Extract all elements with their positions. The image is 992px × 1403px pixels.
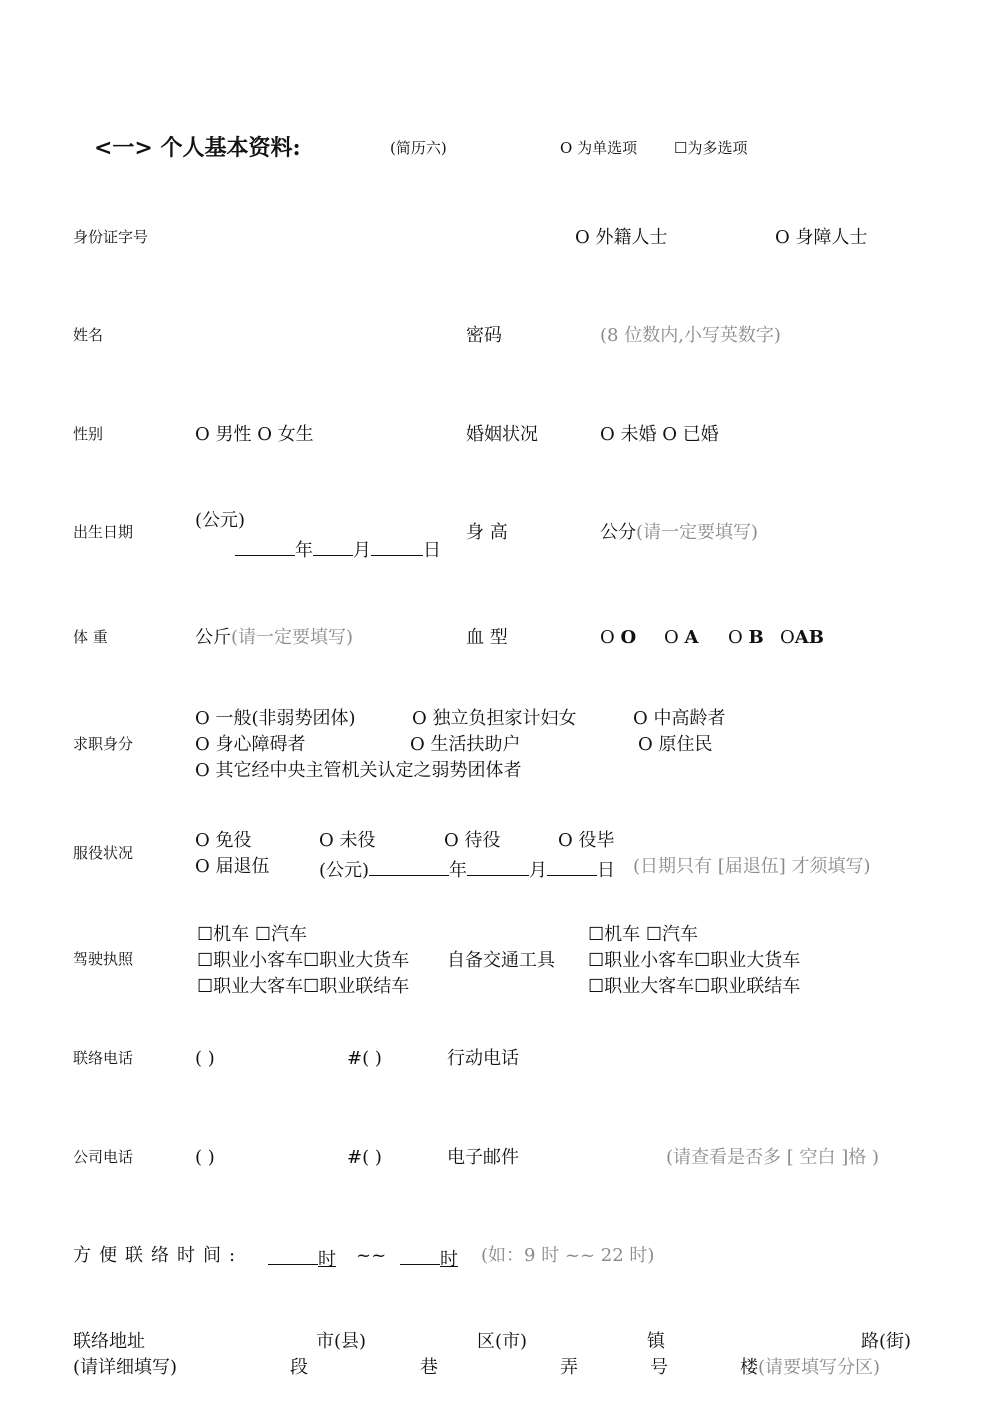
company-extension-field[interactable]: #( ) bbox=[347, 1147, 382, 1168]
military-completed-option[interactable]: O 役毕 bbox=[558, 830, 615, 851]
blood-ab-option[interactable] bbox=[780, 629, 824, 647]
gender-label: 性别 bbox=[73, 425, 104, 443]
retire-month-field[interactable] bbox=[467, 858, 529, 876]
status-aboriginal-option[interactable]: O 原住民 bbox=[638, 734, 713, 755]
retire-era: (公元) bbox=[319, 860, 370, 881]
blood-o-text: O bbox=[620, 627, 637, 648]
address-floor-unit: 楼 bbox=[740, 1357, 758, 1378]
radio-mark: O bbox=[600, 627, 621, 648]
military-exempt-option[interactable]: O 免役 bbox=[195, 830, 252, 851]
password-label: 密码 bbox=[466, 325, 502, 346]
mobile-phone-label: 行动电话 bbox=[447, 1048, 519, 1069]
military-not-served-option[interactable]: O 未役 bbox=[319, 830, 376, 851]
vehicle-professional-small-big-checkboxes[interactable]: ☐职业小客车☐职业大货车 bbox=[588, 950, 801, 971]
birth-date-label: 出生日期 bbox=[73, 523, 134, 541]
driving-license-label: 驾驶执照 bbox=[73, 950, 134, 968]
status-general-option[interactable]: O 一般(非弱势团体) bbox=[195, 708, 356, 729]
weight-field[interactable] bbox=[195, 629, 353, 647]
birth-era: (公元) bbox=[195, 510, 246, 531]
vehicle-motorcycle-car-checkboxes[interactable]: ☐机车 ☐汽车 bbox=[588, 924, 698, 945]
retire-year-unit: 年 bbox=[449, 860, 468, 881]
blood-a-text: A bbox=[684, 627, 699, 648]
contact-time-hint: (如：9 时 ~~ 22 时) bbox=[481, 1245, 655, 1266]
status-other-option[interactable]: O 其它经中央主管机关认定之弱势团体者 bbox=[195, 760, 522, 781]
retire-day-unit: 日 bbox=[597, 860, 616, 881]
address-floor-group[interactable] bbox=[740, 1359, 880, 1377]
multi-choice-legend: ☐为多选项 bbox=[674, 139, 748, 157]
company-area-code-field[interactable]: ( ) bbox=[195, 1147, 215, 1168]
company-phone-label: 公司电话 bbox=[73, 1148, 134, 1166]
retire-date-hint: (日期只有 [届退伍] 才须填写) bbox=[633, 856, 871, 877]
blood-type-label: 血 型 bbox=[466, 627, 508, 648]
radio-mark: O bbox=[728, 627, 749, 648]
resume-subtitle: (简历六) bbox=[390, 139, 447, 157]
page-title: <一> 个人基本资料: bbox=[94, 135, 301, 161]
retire-month-unit: 月 bbox=[529, 860, 548, 881]
radio-mark: O bbox=[780, 627, 795, 648]
address-floor-hint: (请要填写分区) bbox=[758, 1357, 881, 1378]
email-label: 电子邮件 bbox=[447, 1147, 519, 1168]
blood-o-option[interactable] bbox=[600, 629, 636, 647]
password-hint: (8 位数内,小写英数字) bbox=[600, 325, 781, 346]
time-separator: ~~ bbox=[356, 1245, 387, 1266]
weight-unit: 公斤 bbox=[195, 627, 231, 648]
birth-month-unit: 月 bbox=[353, 540, 371, 561]
address-city-unit: 市(县) bbox=[316, 1331, 367, 1352]
contact-end-hour-field[interactable] bbox=[400, 1247, 440, 1265]
height-field[interactable] bbox=[600, 524, 758, 542]
address-section-unit: 段 bbox=[290, 1357, 308, 1378]
address-alley-unit: 弄 bbox=[560, 1357, 578, 1378]
job-status-label: 求职身分 bbox=[73, 735, 134, 753]
birth-year-unit: 年 bbox=[295, 540, 313, 561]
address-detail-hint: (请详细填写) bbox=[73, 1357, 178, 1378]
retire-day-field[interactable] bbox=[547, 858, 597, 876]
vehicle-professional-bus-trailer-checkboxes[interactable]: ☐职业大客车☐职业联结车 bbox=[588, 976, 801, 997]
blood-ab-text: AB bbox=[794, 627, 824, 648]
status-single-mother-option[interactable]: O 独立负担家计妇女 bbox=[412, 708, 577, 729]
foreigner-option[interactable]: O 外籍人士 bbox=[575, 227, 668, 248]
id-number-label: 身份证字号 bbox=[73, 228, 149, 246]
weight-hint: (请一定要填写) bbox=[231, 627, 354, 648]
status-welfare-option[interactable]: O 生活扶助户 bbox=[410, 734, 521, 755]
military-pending-option[interactable]: O 待役 bbox=[444, 830, 501, 851]
address-number-unit: 号 bbox=[650, 1357, 668, 1378]
contact-area-code-field[interactable]: ( ) bbox=[195, 1048, 215, 1069]
blood-a-option[interactable] bbox=[664, 629, 698, 647]
height-hint: (请一定要填写) bbox=[636, 522, 759, 543]
address-district-unit: 区(市) bbox=[477, 1331, 528, 1352]
single-choice-legend: O 为单选项 bbox=[560, 139, 638, 157]
start-hour-unit: 时 bbox=[318, 1249, 336, 1270]
blood-b-text: B bbox=[748, 627, 764, 648]
gender-options[interactable]: O 男性 O 女生 bbox=[195, 424, 314, 445]
birth-date-fields[interactable] bbox=[235, 538, 441, 560]
end-hour-unit: 时 bbox=[440, 1249, 458, 1270]
status-disabled-option[interactable]: O 身心障碍者 bbox=[195, 734, 306, 755]
address-label: 联络地址 bbox=[73, 1331, 145, 1352]
disabled-option[interactable]: O 身障人士 bbox=[775, 227, 868, 248]
address-lane-unit: 巷 bbox=[420, 1357, 438, 1378]
contact-time-fields[interactable] bbox=[268, 1247, 336, 1269]
email-hint: (请查看是否多 [ 空白 ]格 ) bbox=[666, 1147, 879, 1168]
contact-extension-field[interactable]: #( ) bbox=[347, 1048, 382, 1069]
marital-status-label: 婚姻状况 bbox=[466, 424, 538, 445]
blood-b-option[interactable] bbox=[728, 629, 764, 647]
birth-year-field[interactable] bbox=[235, 538, 295, 556]
address-road-unit: 路(街) bbox=[861, 1331, 912, 1352]
birth-month-field[interactable] bbox=[313, 538, 353, 556]
status-senior-option[interactable]: O 中高龄者 bbox=[633, 708, 726, 729]
military-retiring-option[interactable]: O 届退伍 bbox=[195, 856, 270, 877]
weight-label: 体 重 bbox=[73, 628, 108, 646]
contact-phone-label: 联络电话 bbox=[73, 1049, 134, 1067]
height-label: 身 高 bbox=[466, 522, 508, 543]
birth-day-field[interactable] bbox=[371, 538, 423, 556]
radio-mark: O bbox=[664, 627, 685, 648]
contact-end-hour-group[interactable] bbox=[400, 1247, 458, 1269]
address-town-unit: 镇 bbox=[647, 1331, 665, 1352]
own-vehicle-label: 自备交通工具 bbox=[447, 950, 555, 971]
military-status-label: 服役状况 bbox=[73, 844, 134, 862]
height-unit: 公分 bbox=[600, 522, 636, 543]
retire-year-field[interactable] bbox=[369, 858, 449, 876]
contact-time-label: 方便联络时间: bbox=[73, 1245, 244, 1266]
retire-date-fields[interactable] bbox=[319, 858, 615, 880]
marital-options[interactable]: O 未婚 O 已婚 bbox=[600, 424, 719, 445]
license-professional-bus-trailer-checkboxes[interactable]: ☐职业大客车☐职业联结车 bbox=[197, 976, 410, 997]
name-label: 姓名 bbox=[73, 326, 104, 344]
birth-day-unit: 日 bbox=[423, 540, 441, 561]
contact-start-hour-field[interactable] bbox=[268, 1247, 318, 1265]
license-professional-small-big-checkboxes[interactable]: ☐职业小客车☐职业大货车 bbox=[197, 950, 410, 971]
license-motorcycle-car-checkboxes[interactable]: ☐机车 ☐汽车 bbox=[197, 924, 307, 945]
